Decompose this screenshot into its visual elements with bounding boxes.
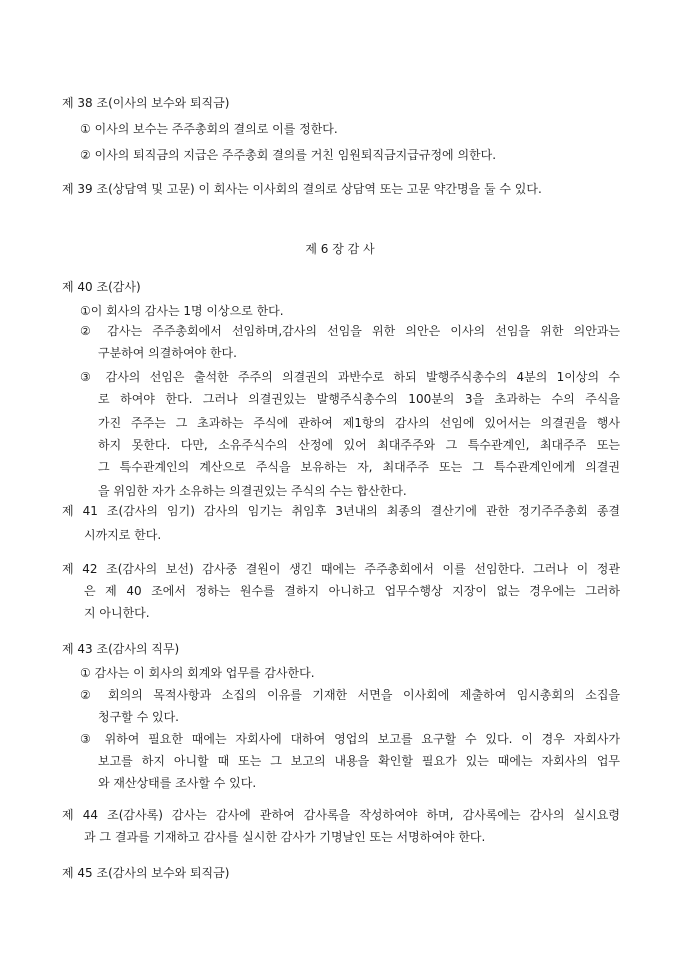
article-42-line-1: 제 42 조(감사의 보선) 감사중 결원이 생긴 때에는 주주총회에서 이를 선임한다. 그러나 이 정관 [62, 562, 620, 576]
article-40-title: 제 40 조(감사) [62, 280, 141, 294]
article-40-clause-1: ①이 회사의 감사는 1명 이상으로 한다. [80, 304, 284, 318]
article-39: 제 39 조(상담역 및 고문) 이 회사는 이사회의 결의로 상담역 또는 고문 약간명을 둘 수 있다. [62, 182, 542, 196]
article-40-clause-2-line-2: 구분하여 의결하여야 한다. [98, 346, 237, 360]
article-38-clause-1: ① 이사의 보수는 주주총회의 결의로 이를 정한다. [80, 122, 338, 136]
article-45-title: 제 45 조(감사의 보수와 퇴직금) [62, 866, 230, 880]
article-44-line-1: 제 44 조(감사록) 감사는 감사에 관하여 감사록을 작성하여야 하며, 감사록에는 감사의 실시요령 [62, 808, 620, 822]
article-43-clause-3-line-3: 와 재산상태를 조사할 수 있다. [98, 776, 257, 790]
chapter-6-heading: 제 6 장 감 사 [305, 242, 375, 256]
article-43-clause-2-line-2: 청구할 수 있다. [98, 710, 179, 724]
article-43-clause-1: ① 감사는 이 회사의 회계와 업무를 감사한다. [80, 666, 315, 680]
article-43-clause-3-line-2: 보고를 하지 아니할 때 또는 그 보고의 내용을 확인할 필요가 있는 때에는 자회사의 업무 [98, 754, 620, 768]
article-40-clause-3-line-4: 하지 못한다. 다만, 소유주식수의 산정에 있어 최대주주와 그 특수관계인, 최대주주 또는 [98, 438, 620, 452]
article-43-title: 제 43 조(감사의 직무) [62, 642, 180, 656]
article-40-clause-3-line-6: 을 위임한 자가 소유하는 의결권있는 주식의 수는 합산한다. [98, 484, 407, 498]
article-43-clause-2-line-1: ② 회의의 목적사항과 소집의 이유를 기재한 서면을 이사회에 제출하여 임시총회의 소집을 [80, 688, 620, 702]
article-40-clause-3-line-3: 가진 주주는 그 초과하는 주식에 관하여 제1항의 감사의 선임에 있어서는 의결권을 행사 [98, 416, 620, 430]
article-40-clause-3-line-5: 그 특수관계인의 계산으로 주식을 보유하는 자, 최대주주 또는 그 특수관계인에게 의결권 [98, 460, 620, 474]
article-42-line-2: 은 제 40 조에서 정하는 원수를 결하지 아니하고 업무수행상 지장이 없는 경우에는 그러하 [84, 584, 620, 598]
article-40-clause-3-line-1: ③ 감사의 선임은 출석한 주주의 의결권의 과반수로 하되 발행주식총수의 4분의 1이상의 수 [80, 370, 620, 384]
article-44-line-2: 과 그 결과를 기재하고 감사를 실시한 감사가 기명날인 또는 서명하여야 한다. [84, 830, 486, 844]
article-43-clause-3-line-1: ③ 위하여 필요한 때에는 자회사에 대하여 영업의 보고를 요구할 수 있다. 이 경우 자회사가 [80, 732, 620, 746]
article-40-clause-3-line-2: 로 하여야 한다. 그러나 의결권있는 발행주식총수의 100분의 3을 초과하는 수의 주식을 [98, 392, 620, 406]
article-38-title: 제 38 조(이사의 보수와 퇴직금) [62, 96, 230, 110]
article-38-clause-2: ② 이사의 퇴직금의 지급은 주주총회 결의를 거친 임원퇴직금지급규정에 의한다. [80, 148, 497, 162]
article-42-line-3: 지 아니한다. [84, 606, 150, 620]
article-40-clause-2-line-1: ② 감사는 주주총회에서 선임하며,감사의 선임을 위한 의안은 이사의 선임을 위한 의안과는 [80, 324, 620, 338]
article-41-line-1: 제 41 조(감사의 임기) 감사의 임기는 취임후 3년내의 최종의 결산기에 관한 정기주주총회 종결 [62, 504, 620, 518]
article-41-line-2: 시까지로 한다. [84, 528, 162, 542]
